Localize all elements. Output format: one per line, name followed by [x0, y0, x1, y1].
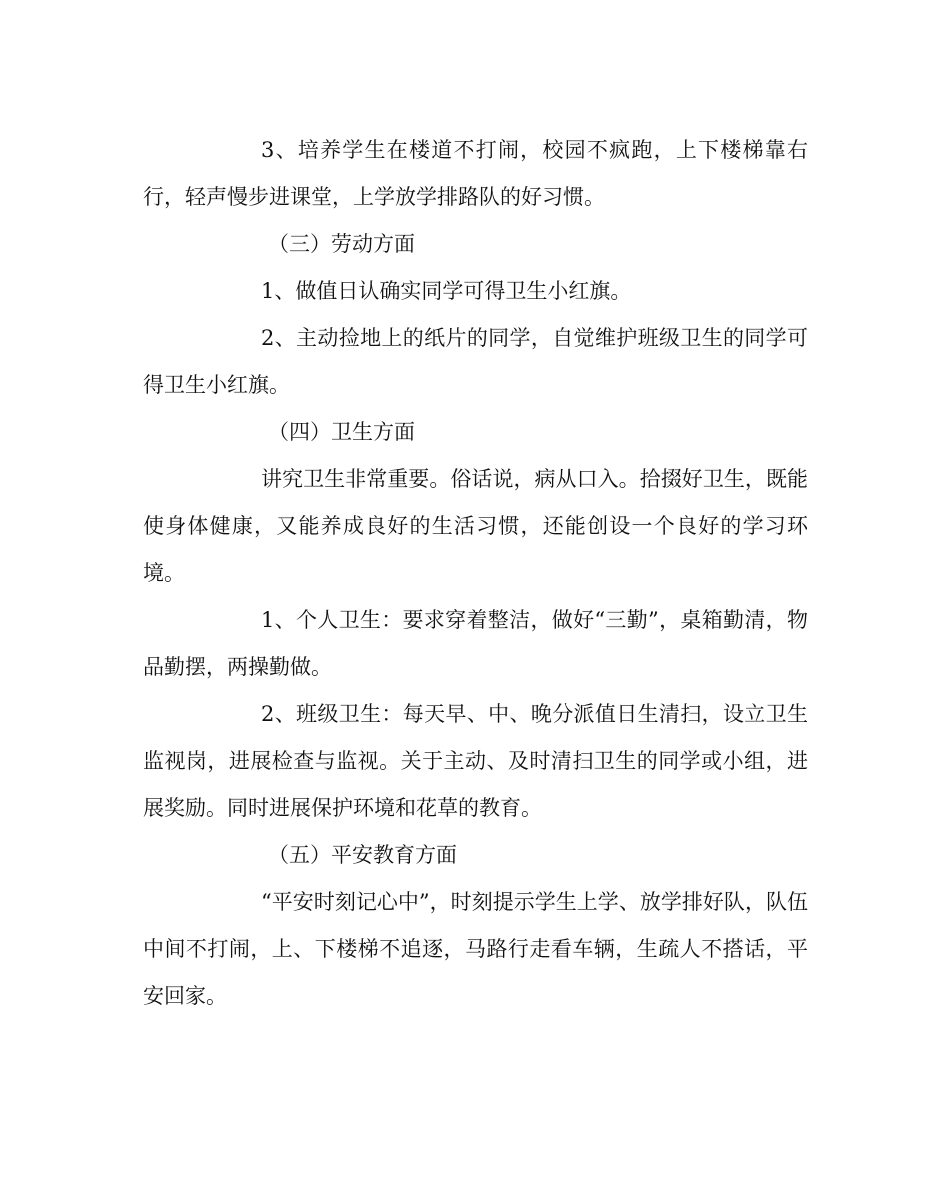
paragraph-hygiene-intro: 讲究卫生非常重要。俗话说，病从口入。拾掇好卫生，既能使身体健康，又能养成良好的生活习惯，还能创设一个良好的学习环境。 [143, 467, 808, 585]
paragraph-habit-3: 3、培养学生在楼道不打闹，校园不疯跑，上下楼梯靠右行，轻声慢步进课堂，上学放学排路队的好习惯。 [143, 138, 808, 209]
paragraph-labor-2: 2、主动捡地上的纸片的同学，自觉维护班级卫生的同学可得卫生小红旗。 [143, 326, 808, 397]
document-body [143, 127, 808, 1020]
section-heading-safety: （五）平安教育方面 [268, 843, 457, 867]
paragraph-hygiene-1: 1、个人卫生：要求穿着整洁，做好“三勤”，桌箱勤清，物品勤摆，两操勤做。 [143, 608, 808, 679]
section-heading-hygiene: （四）卫生方面 [268, 420, 415, 444]
paragraph-safety: “平安时刻记心中”，时刻提示学生上学、放学排好队，队伍中间不打闹，上、下楼梯不追逐，马路行走看车辆，生疏人不搭话，平安回家。 [143, 890, 808, 1008]
section-heading-labor: （三）劳动方面 [268, 232, 415, 256]
paragraph-labor-1: 1、做值日认确实同学可得卫生小红旗。 [261, 279, 632, 303]
paragraph-hygiene-2: 2、班级卫生：每天早、中、晚分派值日生清扫，设立卫生监视岗，进展检查与监视。关于主动、及时清扫卫生的同学或小组，进展奖励。同时进展保护环境和花草的教育。 [143, 702, 808, 820]
